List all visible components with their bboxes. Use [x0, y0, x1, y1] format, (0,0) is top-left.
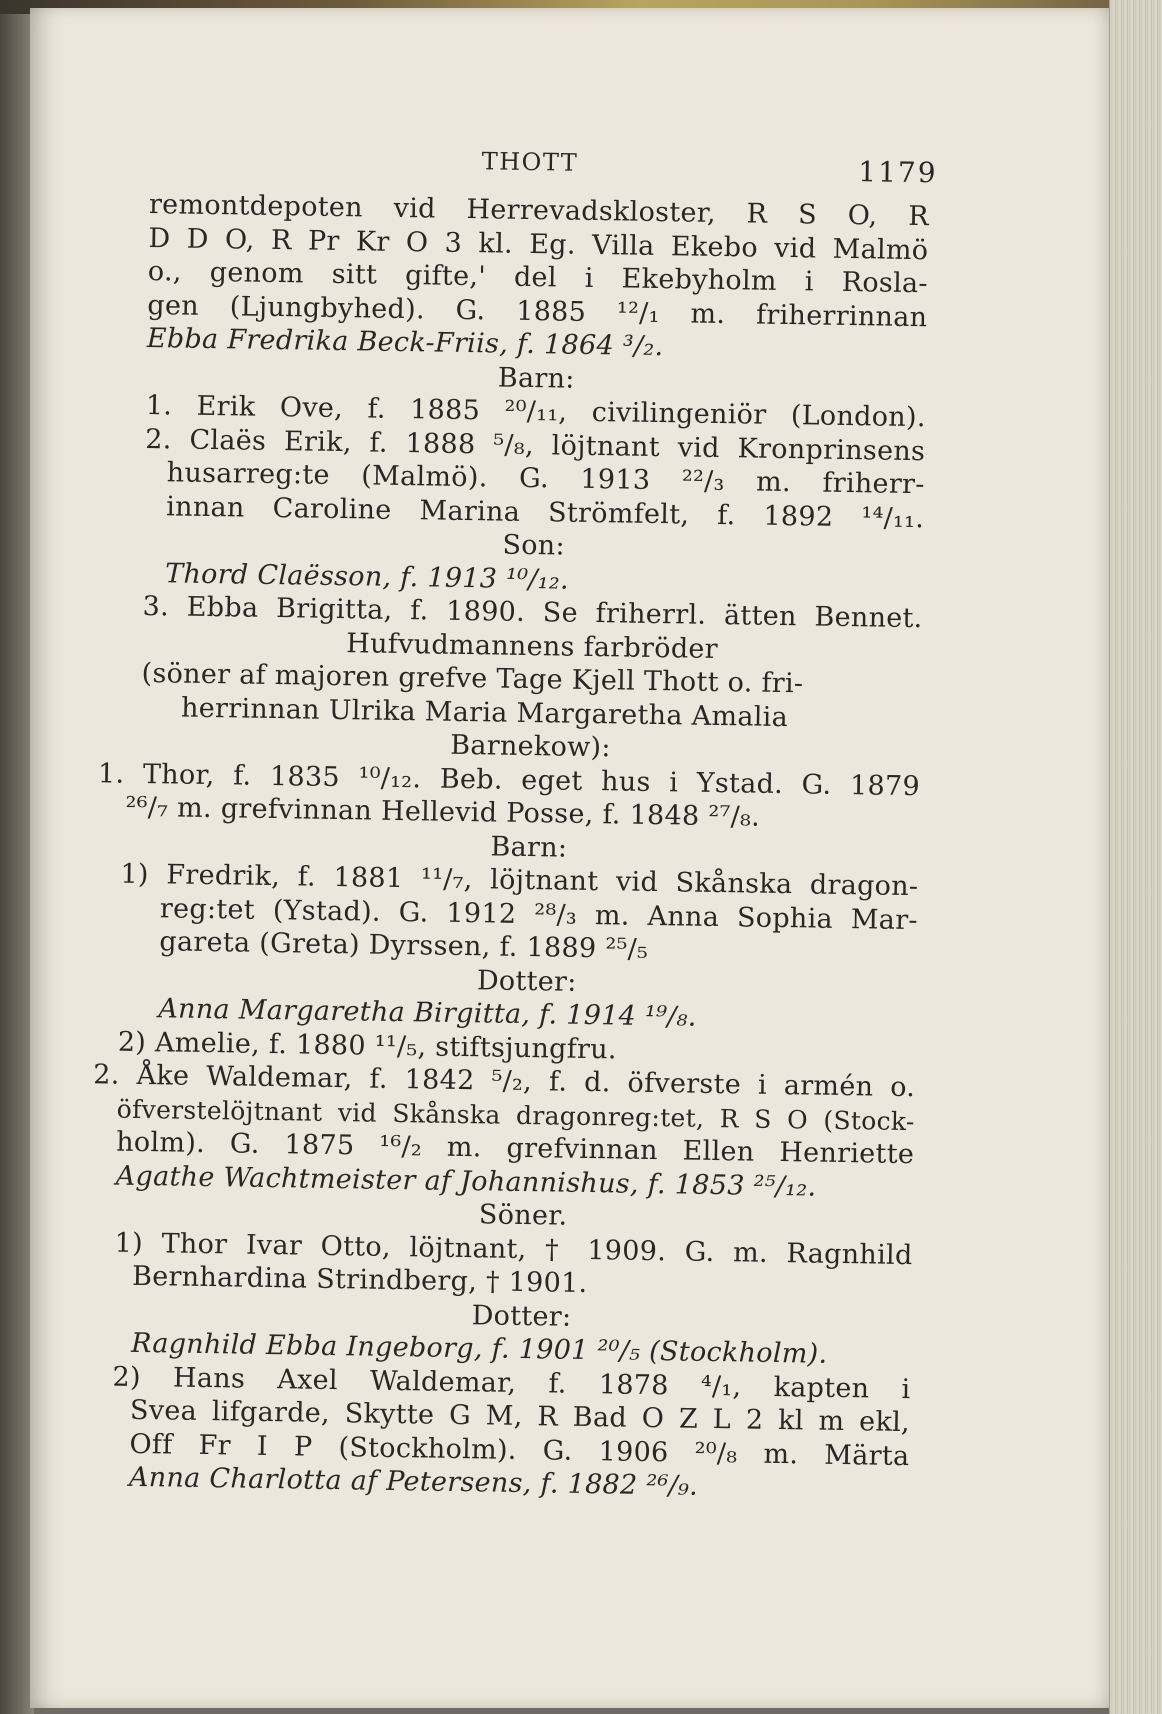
text-line: 2. Åke Waldemar, f. 1842 ⁵/₂, f. d. öfverste i armén o. — [93, 1059, 916, 1104]
text-line: Bernhardina Strindberg, † 1901. — [131, 1260, 588, 1300]
text-line: Off Fr I P (Stockholm). G. 1906 ²⁰/₈ m. Märta — [129, 1428, 910, 1472]
text-line: öfverstelöjtnant vid Skånska dragonreg:tet, R S O (Stock- — [116, 1094, 915, 1136]
section-heading: Söner. — [478, 1199, 568, 1232]
text-line: gareta (Greta) Dyrssen, f. 1889 ²⁵/₅ — [159, 926, 649, 965]
section-heading: Dotter: — [471, 1299, 572, 1333]
section-heading: Barn: — [490, 830, 568, 864]
text-line: 1. Erik Ove, f. 1885 ²⁰/₁₁, civilingeniör (London). — [145, 389, 926, 434]
text-line: Ragnhild Ebba Ingeborg, f. 1901 ²⁰/₅ (Stockholm). — [130, 1327, 828, 1370]
book-gutter — [0, 0, 34, 1714]
text-line: Anna Charlotta af Petersens, f. 1882 ²⁶/₉. — [128, 1461, 699, 1502]
text-line: 2) Hans Axel Waldemar, f. 1878 ⁴/₁, kapten i — [112, 1361, 911, 1405]
running-head: THOTT — [481, 147, 579, 177]
section-heading: Barn: — [497, 361, 575, 395]
text-line: 1) Fredrik, f. 1881 ¹¹/₇, löjtnant vid Skånska dragon- — [120, 858, 919, 903]
page-edges — [1109, 0, 1162, 1714]
text-line: herrinnan Ulrika Maria Margaretha Amalia — [180, 692, 789, 733]
text-line: reg:tet (Ystad). G. 1912 ²⁸/₃ m. Anna Sophia Mar- — [159, 892, 919, 936]
page-number: 1179 — [858, 155, 938, 190]
text-line: D D O, R Pr Kr O 3 kl. Eg. Villa Ekebo vid Malmö — [148, 222, 929, 266]
text-line: Barnekow): — [449, 729, 612, 764]
text-line: 1) Thor Ivar Otto, löjtnant, † 1909. G. m. Ragnhild — [114, 1227, 913, 1271]
text-line: Ebba Fredrika Beck-Friis, f. 1864 ³/₂. — [146, 322, 664, 363]
text-line: 3. Ebba Brigitta, f. 1890. Se friherrl. ätten Bennet. — [142, 590, 923, 635]
text-line: husarreg:te (Malmö). G. 1913 ²²/₃ m. friherr- — [166, 457, 925, 501]
text-line: Agathe Wachtmeister af Johannishus, f. 1853 ²⁵/₁₂. — [115, 1160, 817, 1203]
text-line: 2. Claës Erik, f. 1888 ⁵/₈, löjtnant vid Kronprinsens — [145, 423, 926, 467]
text-line: 2) Amelie, f. 1880 ¹¹/₅, stiftsjungfru. — [117, 1026, 618, 1065]
section-heading: Hufvudmannens farbröder — [346, 627, 719, 665]
section-heading: Dotter: — [476, 964, 577, 998]
text-line: holm). G. 1875 ¹⁶/₂ m. grefvinnan Ellen Henriette — [116, 1126, 915, 1171]
page-content — [93, 140, 938, 1507]
text-line: (söner af majoren grefve Tage Kjell Thott o. fri- — [141, 657, 804, 700]
text-line: remontdepoten vid Herrevadskloster, R S O, R — [148, 188, 930, 233]
text-line: o., genom sitt gifte,' del i Ekebyholm i Rosla- — [147, 255, 929, 300]
text-line: ²⁶/₇ m. grefvinnan Hellevid Posse, f. 1848 ²⁷/₈. — [125, 791, 761, 833]
text-line: 1. Thor, f. 1835 ¹⁰/₁₂. Beb. eget hus i Ystad. G. 1879 — [97, 757, 921, 802]
text-line: Anna Margaretha Birgitta, f. 1914 ¹⁹/₈. — [158, 993, 697, 1033]
text-line: innan Caroline Marina Strömfelt, f. 1892 ¹⁴/₁₁. — [166, 490, 925, 534]
text-line: Svea lifgarde, Skytte G M, R Bad O Z L 2 kl m ekl, — [129, 1394, 911, 1439]
text-line: gen (Ljungbyhed). G. 1885 ¹²/₁ m. friherrinnan — [147, 289, 928, 333]
section-heading: Son: — [502, 529, 566, 562]
text-line: Thord Claësson, f. 1913 ¹⁰/₁₂. — [164, 557, 570, 596]
